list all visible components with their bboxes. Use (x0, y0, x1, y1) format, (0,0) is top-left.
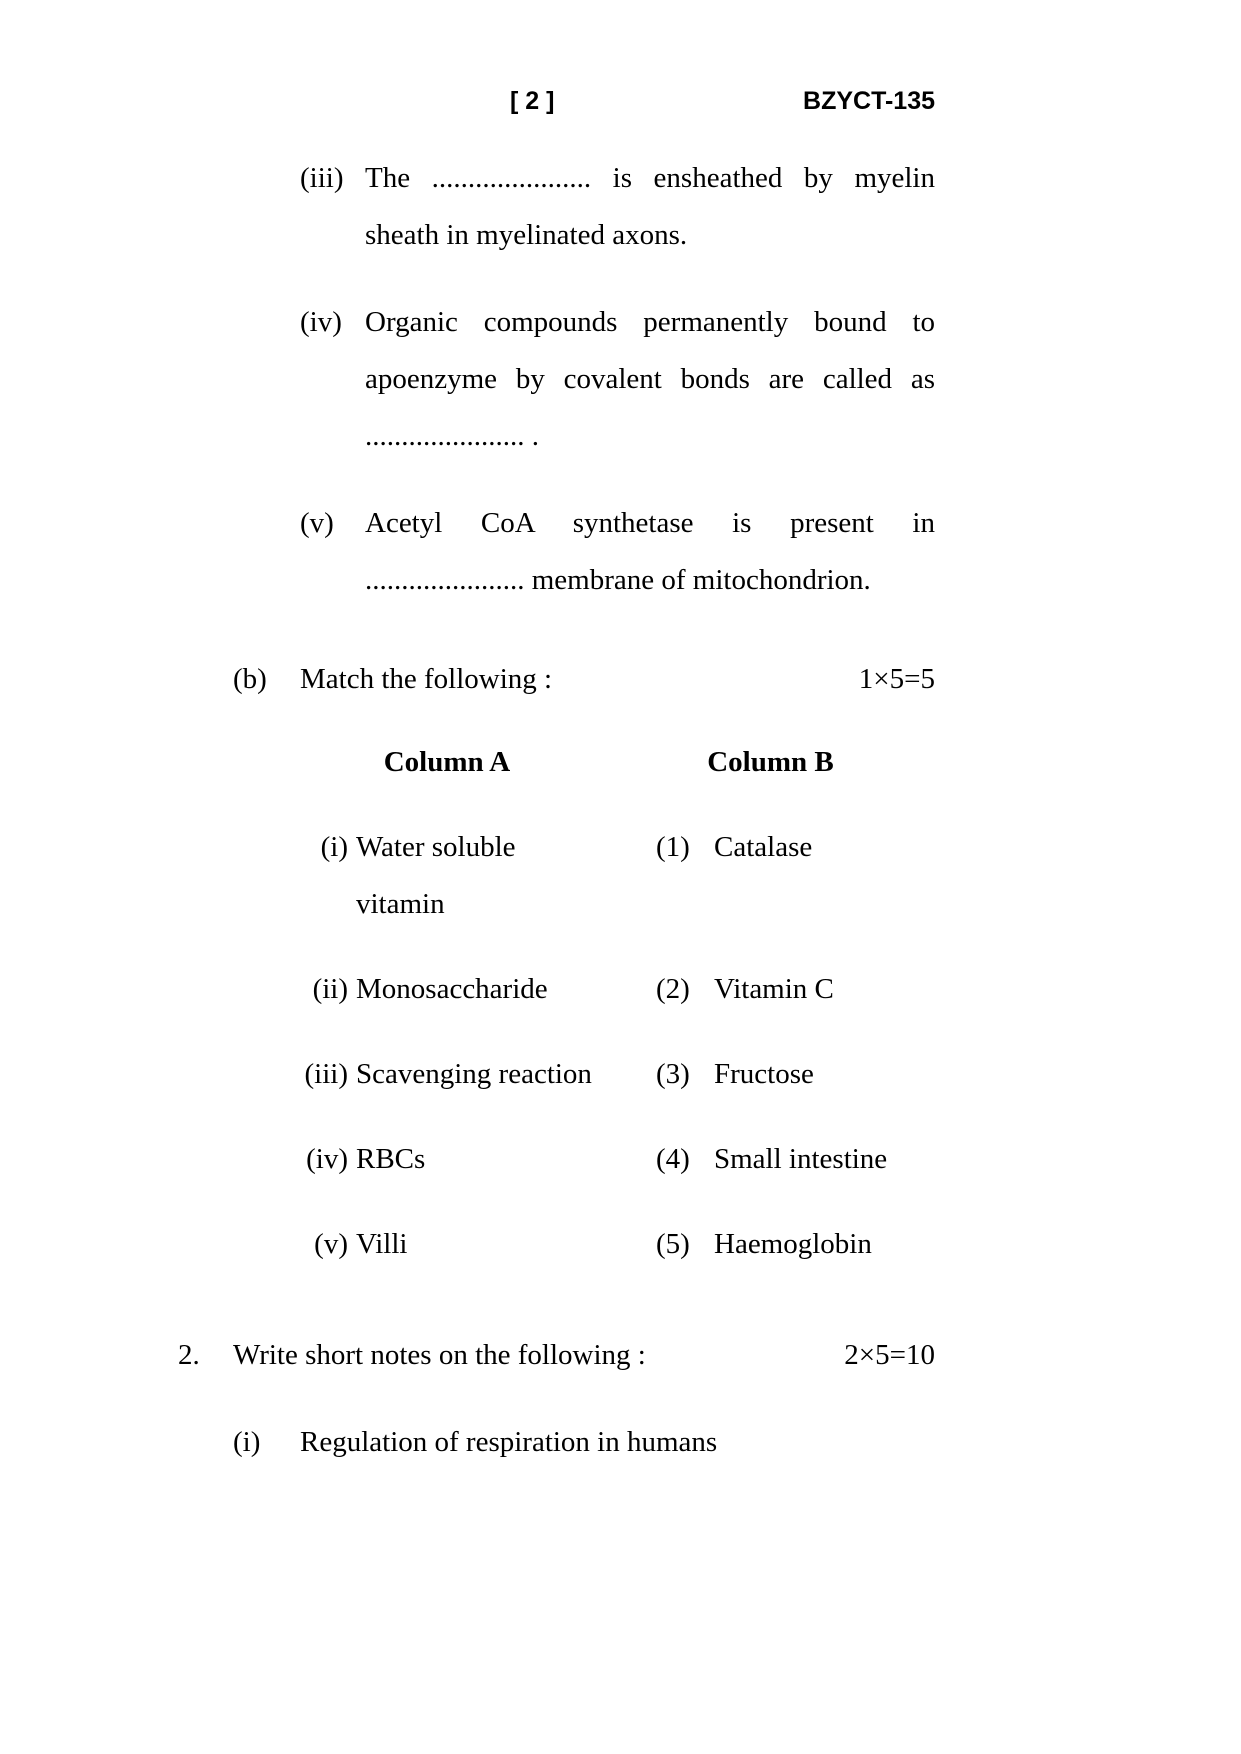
column-b-text: Haemoglobin (714, 1228, 872, 1260)
column-a-text: Water soluble vitamin (356, 831, 516, 920)
page-number: [ 2 ] (510, 87, 555, 115)
question-title: Write short notes on the following : (233, 1339, 646, 1371)
item-label: (iii) (300, 162, 344, 194)
column-b-text: Fructose (714, 1058, 814, 1090)
item-label: (v) (300, 507, 334, 539)
part-title: Match the following : (300, 663, 553, 695)
item-text: The ...................... is ensheathed by myelin sheath in myelinated axons. (365, 162, 935, 251)
column-b-text: Small intestine (714, 1143, 888, 1175)
column-b-header: Column B (707, 746, 834, 778)
question-2-item (178, 1414, 935, 1471)
column-b-text: Catalase (714, 831, 813, 863)
match-row (288, 1046, 935, 1103)
column-b-label: (5) (656, 1228, 690, 1260)
column-b-label: (4) (656, 1143, 690, 1175)
item-text: Regulation of respiration in humans (300, 1426, 718, 1458)
question-marks: 2×5=10 (844, 1339, 935, 1371)
column-a-label: (iii) (304, 1058, 348, 1090)
match-column-headers (288, 734, 935, 791)
column-a-text: Monosaccharide (356, 973, 548, 1005)
question-2-heading (178, 1327, 935, 1384)
question-number: 2. (178, 1339, 200, 1371)
part-b-heading (178, 651, 935, 708)
match-row (288, 1216, 935, 1273)
column-a-text: Scavenging reaction (356, 1058, 592, 1090)
column-a-label: (i) (320, 831, 348, 863)
column-a-label: (v) (314, 1228, 348, 1260)
fill-blank-item (178, 294, 935, 465)
column-a-text: RBCs (356, 1143, 426, 1175)
column-b-label: (1) (656, 831, 690, 863)
match-row (288, 819, 935, 933)
item-label: (i) (233, 1426, 261, 1458)
part-marks: 1×5=5 (858, 663, 935, 695)
column-a-header: Column A (383, 746, 511, 778)
item-text: Acetyl CoA synthetase is present in ...................... membrane of mitochondrion. (365, 507, 935, 596)
paper-code: BZYCT-135 (803, 87, 935, 115)
item-label: (iv) (300, 306, 342, 338)
column-a-label: (ii) (312, 973, 348, 1005)
page-content (178, 82, 935, 1471)
part-label: (b) (233, 663, 267, 695)
column-a-text: Villi (356, 1228, 408, 1260)
column-b-label: (2) (656, 973, 690, 1005)
match-row (288, 1131, 935, 1188)
page-header (178, 82, 935, 120)
match-row (288, 961, 935, 1018)
fill-blank-item (178, 495, 935, 609)
column-b-label: (3) (656, 1058, 690, 1090)
fill-blank-item (178, 150, 935, 264)
column-b-text: Vitamin C (714, 973, 834, 1005)
item-text: Organic compounds permanently bound to apoenzyme by covalent bonds are called as ...................... . (365, 306, 935, 452)
column-a-label: (iv) (306, 1143, 348, 1175)
